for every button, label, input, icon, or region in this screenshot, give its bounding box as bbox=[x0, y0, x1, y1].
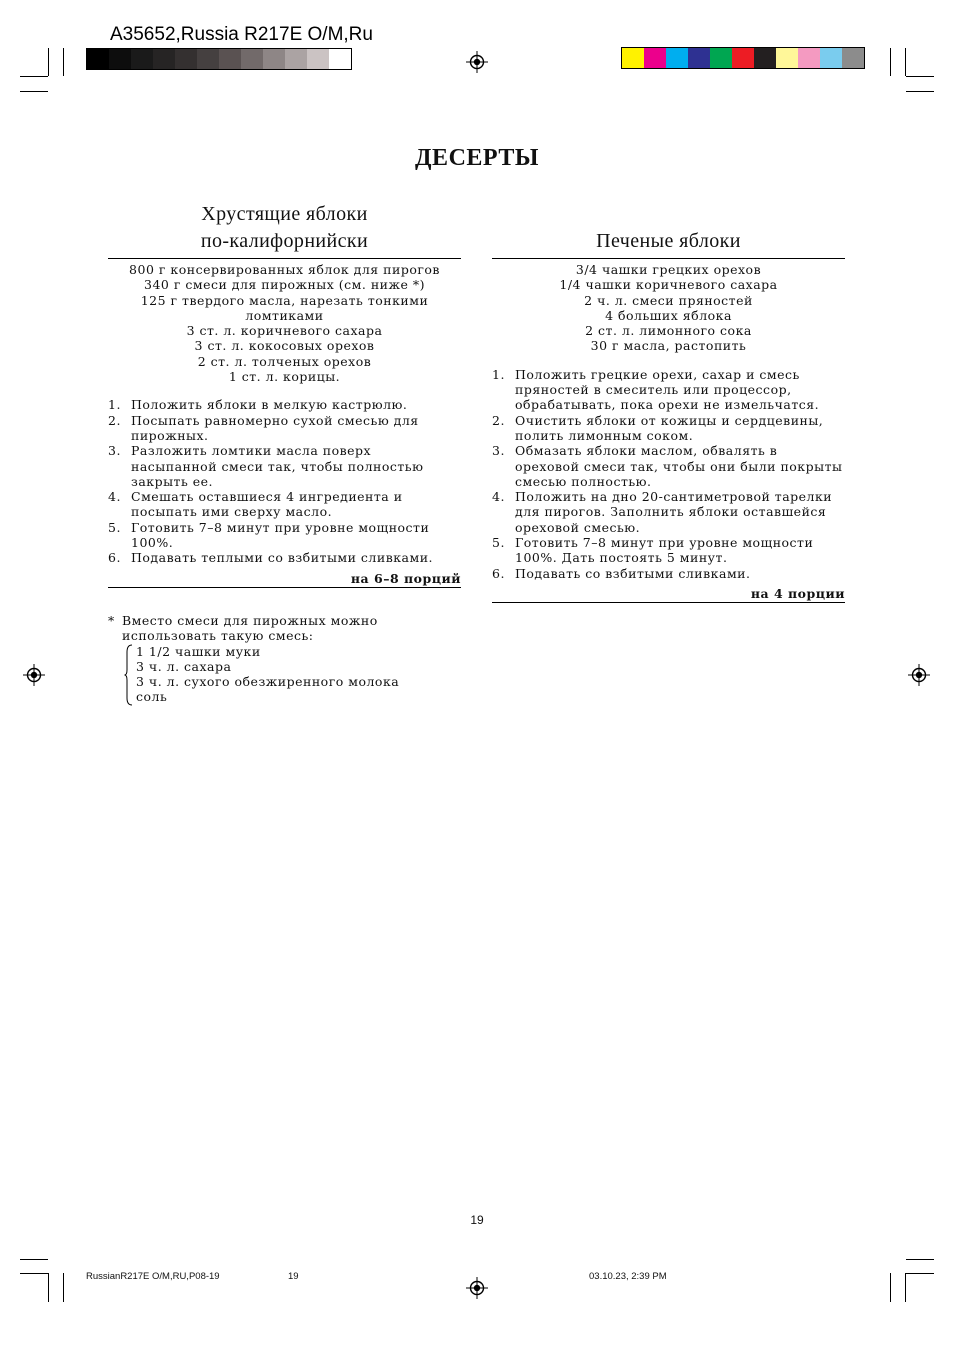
recipe-title-line-2: по-калифорнийски bbox=[200, 230, 369, 252]
ingredient-item: 3 ст. л. коричневого сахара bbox=[186, 323, 383, 339]
ingredient-item: 1/4 чашки коричневого сахара bbox=[559, 277, 778, 293]
color-swatch bbox=[644, 48, 666, 68]
crop-mark-top-right-h bbox=[906, 76, 934, 77]
color-swatch bbox=[842, 48, 864, 68]
color-swatch bbox=[285, 49, 307, 69]
crop-mark-bottom-left-v2 bbox=[63, 1273, 64, 1302]
step-number: 4. bbox=[108, 489, 121, 505]
color-swatch bbox=[219, 49, 241, 69]
color-swatch bbox=[732, 48, 754, 68]
step-item bbox=[108, 397, 461, 412]
footnote-mix-item: 3 ч. л. сахара bbox=[136, 658, 232, 674]
ingredient-list bbox=[108, 262, 461, 384]
step-text: Положить на дно 20-сантиметровой тарелки для пирогов. Заполнить яблоки оставшейся ореховой смесью. bbox=[515, 489, 833, 535]
crop-mark-bottom-left-h bbox=[20, 1259, 48, 1260]
color-swatch bbox=[820, 48, 842, 68]
color-swatch bbox=[175, 49, 197, 69]
color-swatch bbox=[754, 48, 776, 68]
step-item bbox=[492, 535, 845, 566]
step-number: 2. bbox=[108, 412, 121, 428]
registration-mark-right-icon bbox=[908, 664, 930, 686]
step-item bbox=[492, 413, 845, 444]
crop-mark-bottom-left-h2 bbox=[20, 1273, 48, 1274]
color-swatch bbox=[329, 49, 351, 69]
ingredient-item: ломтиками bbox=[245, 307, 324, 323]
step-number: 3. bbox=[108, 443, 121, 459]
ingredient-list bbox=[492, 262, 845, 354]
crop-mark-bottom-left-v bbox=[48, 1273, 49, 1302]
gray-calibration-strip bbox=[86, 48, 352, 70]
step-item bbox=[108, 413, 461, 444]
footer-page: 19 bbox=[288, 1271, 299, 1282]
step-number: 5. bbox=[492, 535, 505, 551]
recipe-title-line-1: Хрустящие яблоки bbox=[201, 203, 368, 225]
step-number: 6. bbox=[108, 550, 121, 566]
step-number: 4. bbox=[492, 489, 505, 505]
ingredient-item: 125 г твердого масла, нарезать тонкими bbox=[140, 292, 429, 308]
step-number: 2. bbox=[492, 412, 505, 428]
recipe-title bbox=[108, 201, 461, 259]
recipe-title: Печеные яблоки bbox=[492, 228, 845, 259]
registration-mark-bottom-icon bbox=[466, 1277, 488, 1299]
step-text: Посыпать равномерно сухой смесью для пирожных. bbox=[131, 412, 419, 443]
color-swatch bbox=[87, 49, 109, 69]
step-text: Положить яблоки в мелкую кастрюлю. bbox=[131, 397, 408, 413]
crop-mark-bottom-right-v bbox=[905, 1273, 906, 1302]
step-item bbox=[108, 550, 461, 565]
color-calibration-strip bbox=[621, 47, 865, 69]
color-swatch bbox=[307, 49, 329, 69]
crop-mark-top-left-v bbox=[48, 48, 49, 76]
footnote-intro: Вместо смеси для пирожных можно использовать такую смесь: bbox=[122, 612, 378, 644]
step-text: Готовить 7–8 минут при уровне мощности 100%. Дать постоять 5 минут. bbox=[515, 535, 814, 566]
crop-mark-bottom-right-h2 bbox=[906, 1273, 934, 1274]
step-number: 5. bbox=[108, 519, 121, 535]
step-number: 1. bbox=[492, 366, 505, 382]
step-text: Очистить яблоки от кожицы и сердцевины, полить лимонным соком. bbox=[515, 412, 824, 443]
step-item bbox=[108, 489, 461, 520]
step-item bbox=[492, 566, 845, 581]
color-swatch bbox=[131, 49, 153, 69]
ingredient-item: 4 больших яблока bbox=[605, 307, 732, 323]
step-text: Смешать оставшиеся 4 ингредиента и посыпать ими сверху масло. bbox=[131, 489, 403, 520]
footer-timestamp: 03.10.23, 2:39 PM bbox=[589, 1271, 667, 1282]
ingredient-item: 2 ч. л. смеси пряностей bbox=[584, 292, 753, 308]
ingredient-item: 2 ст. л. толченых орехов bbox=[197, 353, 372, 369]
ingredient-item: 800 г консервированных яблок для пирогов bbox=[129, 262, 440, 277]
step-text: Разложить ломтики масла поверх насыпанной смеси так, чтобы полностью закрыть ее. bbox=[131, 443, 424, 489]
color-swatch bbox=[622, 48, 644, 68]
step-text: Подавать теплыми со взбитыми сливками. bbox=[131, 550, 434, 566]
ingredient-item: 2 ст. л. лимонного сока bbox=[585, 323, 752, 339]
registration-mark-top-icon bbox=[466, 51, 488, 73]
ingredient-item: 1 ст. л. корицы. bbox=[228, 369, 341, 385]
step-item bbox=[108, 520, 461, 551]
servings-label: на 6–8 порций bbox=[108, 571, 461, 588]
step-number: 6. bbox=[492, 565, 505, 581]
crop-mark-bottom-right-v2 bbox=[890, 1273, 891, 1302]
footnote-mix-item: 3 ч. л. сухого обезжиренного молока bbox=[136, 674, 400, 690]
ingredient-item: 3/4 чашки грецких орехов bbox=[575, 262, 762, 277]
ingredient-item: 30 г масла, растопить bbox=[590, 338, 747, 354]
step-item bbox=[492, 443, 845, 489]
print-job-title: A35652,Russia R217E O/M,Ru bbox=[110, 24, 373, 45]
color-swatch bbox=[109, 49, 131, 69]
crop-mark-top-right-h2 bbox=[906, 91, 934, 92]
color-swatch bbox=[710, 48, 732, 68]
crop-mark-top-right-v2 bbox=[890, 48, 891, 76]
crop-mark-top-left-h bbox=[20, 76, 48, 77]
footnote-mix-item: 1 1/2 чашки муки bbox=[136, 643, 261, 659]
step-text: Готовить 7–8 минут при уровне мощности 100%. bbox=[131, 519, 430, 551]
color-swatch bbox=[776, 48, 798, 68]
footnote-star: * bbox=[108, 612, 115, 628]
color-swatch bbox=[197, 49, 219, 69]
recipe-baked-apples bbox=[492, 228, 845, 603]
page-number: 19 bbox=[470, 1213, 484, 1227]
curly-brace-icon bbox=[124, 644, 134, 706]
crop-mark-top-right-v bbox=[905, 48, 906, 76]
footnote bbox=[108, 613, 461, 705]
color-swatch bbox=[688, 48, 710, 68]
color-swatch bbox=[153, 49, 175, 69]
color-swatch bbox=[263, 49, 285, 69]
step-item bbox=[492, 367, 845, 413]
footnote-mix-item: соль bbox=[136, 689, 168, 705]
step-text: Подавать со взбитыми сливками. bbox=[515, 565, 751, 581]
color-swatch bbox=[666, 48, 688, 68]
color-swatch bbox=[798, 48, 820, 68]
ingredient-item: 340 г смеси для пирожных (см. ниже *) bbox=[144, 277, 425, 293]
ingredient-item: 3 ст. л. кокосовых орехов bbox=[194, 338, 375, 354]
crop-mark-top-left-v2 bbox=[63, 48, 64, 76]
step-list bbox=[492, 367, 845, 581]
footer-file-name: RussianR217E O/M,RU,P08-19 bbox=[86, 1271, 220, 1282]
color-swatch bbox=[241, 49, 263, 69]
recipe-crispy-apples bbox=[108, 201, 461, 705]
step-item bbox=[108, 443, 461, 489]
servings-label: на 4 порции bbox=[492, 586, 845, 603]
step-text: Обмазать яблоки маслом, обвалять в ореховой смеси так, чтобы они были покрыты смесью полностью. bbox=[515, 443, 843, 489]
step-number: 1. bbox=[108, 397, 121, 413]
step-text: Положить грецкие орехи, сахар и смесь пряностей в смеситель или процессор, обрабатывать, пока орехи не измельчатся. bbox=[515, 366, 820, 413]
step-list bbox=[108, 397, 461, 565]
crop-mark-top-left-h2 bbox=[20, 91, 48, 92]
crop-mark-bottom-right-h bbox=[906, 1259, 934, 1260]
page-title: ДЕСЕРТЫ bbox=[415, 145, 539, 171]
step-number: 3. bbox=[492, 443, 505, 459]
step-item bbox=[492, 489, 845, 535]
footnote-mix-list bbox=[122, 644, 461, 705]
registration-mark-left-icon bbox=[23, 664, 45, 686]
